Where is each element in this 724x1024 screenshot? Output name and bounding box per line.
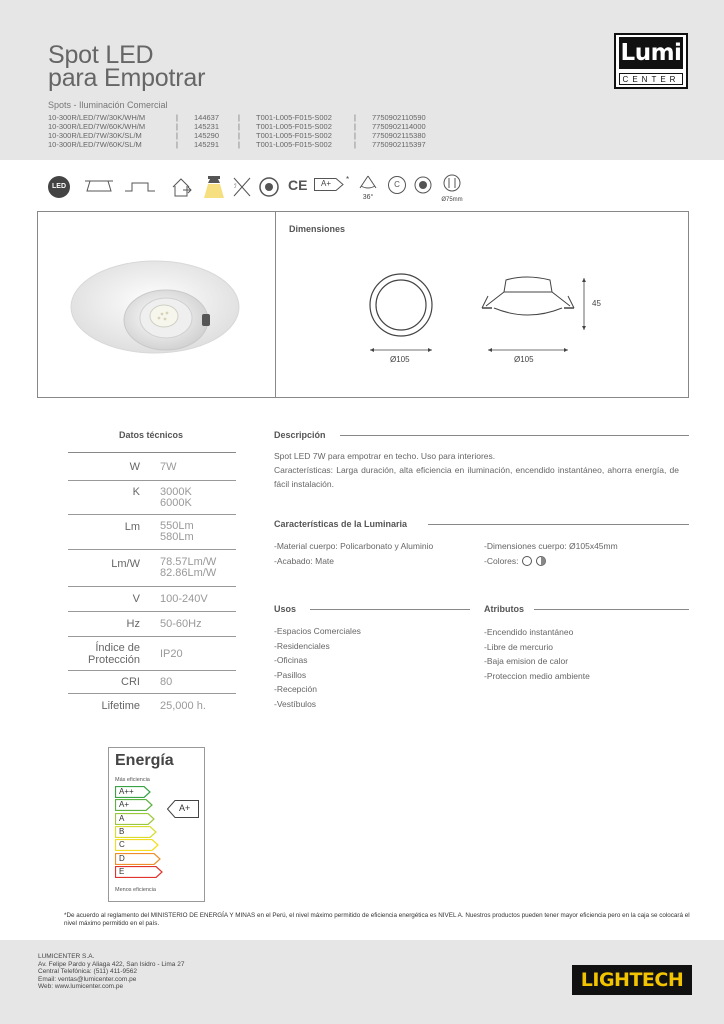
led-icon: LED	[48, 176, 70, 198]
tech-row	[68, 587, 236, 612]
dimensions-title: Dimensiones	[289, 224, 346, 234]
energy-class-label: A++	[119, 787, 134, 796]
tech-row	[68, 550, 236, 587]
ce-mark-icon: CE	[288, 177, 308, 193]
tech-value: 3000K 6000K	[160, 485, 192, 509]
list-item: -Vestíbulos	[274, 698, 317, 709]
tech-value: 550Lm 580Lm	[160, 520, 194, 543]
tech-key: Lm	[124, 521, 140, 533]
tech-value: 7W	[160, 460, 177, 473]
ean-code: 7750902110590	[372, 113, 426, 122]
tech-row	[68, 515, 236, 550]
separator: |	[238, 131, 240, 140]
code-row	[48, 122, 426, 131]
tech-key: Índice de Protección	[88, 641, 140, 666]
description-title: Descripción	[274, 430, 326, 440]
product-image	[38, 212, 274, 398]
indoor-use-icon	[170, 176, 194, 203]
energy-class-label: A	[119, 813, 125, 823]
no-dimmable-icon	[232, 176, 252, 203]
separator: |	[176, 113, 178, 122]
list-item: -Residenciales	[274, 640, 330, 651]
company-web: Web: www.lumicenter.com.pe	[38, 983, 124, 990]
energy-more-efficiency: Más eficiencia	[115, 777, 150, 783]
product-id: 145290	[194, 131, 220, 140]
tech-row	[68, 637, 236, 671]
box-divider	[275, 212, 276, 398]
footnote: *De acuerdo al reglamento del MINISTERIO DE ENERGÍA Y MINAS en el Perú, el nivel máximo permitido de eficiencia energética es NIVEL A. Nuestros productos pueden tener mayor eficiencia pero en la caja se colocará el nivel máximo permitido en el país.	[64, 912, 690, 927]
recessed-ceiling-icon	[84, 178, 114, 199]
description-text	[274, 449, 679, 491]
ik-rating-icon	[258, 176, 280, 203]
separator: |	[176, 131, 178, 140]
energy-class-label: D	[119, 853, 125, 863]
feature-icons-row	[48, 172, 478, 206]
energy-class-bar	[115, 853, 159, 865]
separator: |	[354, 140, 356, 149]
description-line: Características: Larga duración, alta eficiencia en iluminación, encendido instantáneo, ahorra energía, de fácil instalación.	[274, 465, 679, 489]
energy-class-bar	[115, 799, 151, 811]
ean-code: 7750902114000	[372, 122, 426, 131]
characteristics-title: Características de la Luminaria	[274, 519, 408, 529]
tech-data-title: Datos técnicos	[119, 430, 184, 440]
finish-color-icon	[414, 176, 432, 199]
atributos-rule	[534, 609, 689, 610]
reference-code: T001-L005-F015-S002	[256, 131, 332, 140]
energy-class-bar	[115, 826, 155, 838]
tech-key: K	[132, 486, 140, 498]
page-subtitle: Spots - Iluminación Comercial	[48, 100, 168, 110]
atributos-title: Atributos	[484, 604, 524, 614]
code-row	[48, 131, 426, 140]
separator: |	[176, 140, 178, 149]
reference-code: T001-L005-F015-S002	[256, 122, 332, 131]
product-id: 145291	[194, 140, 220, 149]
energy-label	[108, 747, 205, 902]
list-item: -Encendido instantáneo	[484, 627, 574, 637]
company-contact	[38, 953, 184, 991]
separator: |	[238, 122, 240, 131]
color-swatches	[522, 555, 550, 567]
energy-class-label: E	[119, 866, 125, 876]
front-view-diagram	[352, 270, 462, 360]
svg-text:ℐ: ℐ	[234, 183, 237, 190]
list-item	[484, 554, 618, 569]
energy-rating-label: A+	[179, 803, 191, 813]
tech-row	[68, 671, 236, 694]
energy-class-bar	[115, 839, 157, 851]
energy-class-label: C	[119, 840, 125, 850]
characteristics-right	[484, 539, 618, 568]
model-code: 10-300R/LED/7W/60K/WH/M	[48, 122, 146, 131]
product-codes	[48, 113, 426, 149]
product-id: 145231	[194, 122, 220, 131]
tech-value: 78.57Lm/W 82.86Lm/W	[160, 556, 217, 579]
logo-center-text: CENTER	[619, 73, 683, 85]
tech-row	[68, 612, 236, 637]
beam-angle-icon	[354, 174, 382, 201]
list-item: -Proteccion medio ambiente	[484, 670, 590, 681]
side-diameter-label: Ø105	[514, 355, 534, 364]
separator: |	[176, 122, 178, 131]
lumicenter-logo	[614, 33, 688, 89]
energy-class-bar	[115, 813, 153, 825]
energy-class-label: B	[119, 826, 125, 836]
tech-row	[68, 481, 236, 515]
code-row	[48, 113, 426, 122]
usos-list	[274, 624, 361, 711]
side-view-diagram	[478, 270, 598, 360]
energy-title: Energía	[115, 752, 174, 769]
ceiling-mount-icon	[124, 178, 156, 199]
energy-class-bar	[115, 866, 161, 878]
company-name: LUMICENTER S.A.	[38, 953, 95, 960]
tech-value: 50-60Hz	[160, 618, 202, 630]
warm-light-icon	[202, 174, 226, 205]
tech-data-table	[68, 453, 236, 718]
list-item: -Acabado: Mate	[274, 555, 335, 566]
list-item: -Espacios Comerciales	[274, 626, 361, 636]
description-line: Spot LED 7W para empotrar en techo. Uso para interiores.	[274, 451, 496, 461]
energy-footnote-asterisk: *	[346, 175, 350, 184]
separator: |	[238, 113, 240, 122]
lightech-logo: LIGHTECH	[572, 965, 692, 995]
ean-code: 7750902115380	[372, 131, 426, 140]
list-item: -Recepción	[274, 684, 317, 694]
reference-code: T001-L005-F015-S002	[256, 140, 332, 149]
characteristics-left	[274, 539, 433, 568]
tech-row	[68, 453, 236, 481]
tech-key: V	[132, 593, 140, 605]
class-c-icon: C	[388, 176, 406, 194]
separator: |	[354, 122, 356, 131]
company-phone: Central Telefónica: (511) 411-9562	[38, 968, 138, 975]
logo-lumi-text: Lumi	[619, 37, 683, 69]
cut-out-icon	[440, 174, 464, 203]
energy-class-icon	[314, 178, 344, 191]
height-label: 45	[592, 299, 601, 308]
page-title: Spot LED para Empotrar	[48, 41, 206, 92]
tech-value: 80	[160, 676, 173, 688]
product-id: 144637	[194, 113, 220, 122]
ean-code: 7750902115397	[372, 140, 426, 149]
model-code: 10-300R/LED/7W/30K/SL/M	[48, 131, 142, 140]
model-code: 10-300R/LED/7W/30K/WH/M	[48, 113, 146, 122]
tech-value: IP20	[160, 647, 183, 660]
energy-rating-arrow	[167, 800, 199, 818]
tech-row	[68, 694, 236, 718]
atributos-list	[484, 625, 590, 683]
description-rule	[340, 435, 689, 436]
beam-angle-label: 36°	[362, 194, 374, 201]
list-item: -Libre de mercurio	[484, 641, 553, 652]
energy-class-label: A+	[321, 179, 332, 188]
tech-value: 100-240V	[160, 593, 208, 605]
tech-value: 25,000 h.	[160, 700, 206, 712]
code-row	[48, 140, 426, 149]
list-item: -Material cuerpo: Policarbonato y Aluminio	[274, 541, 434, 551]
tech-key: W	[129, 460, 140, 473]
usos-title: Usos	[274, 604, 297, 614]
energy-class-label: A+	[119, 800, 130, 810]
company-address: Av. Felipe Pardo y Aliaga 422, San Isidro - Lima 27	[38, 960, 185, 968]
tech-key: Lm/W	[111, 558, 140, 570]
company-email: Email: ventas@lumicenter.com.pe	[38, 975, 137, 983]
colors-label: -Colores:	[484, 555, 519, 566]
cut-out-label: Ø75mm	[441, 197, 463, 203]
usos-rule	[310, 609, 470, 610]
tech-key: CRI	[121, 676, 140, 688]
list-item: -Dimensiones cuerpo: Ø105x45mm	[484, 541, 618, 551]
reference-code: T001-L005-F015-S002	[256, 113, 332, 122]
separator: |	[354, 113, 356, 122]
list-item: -Baja emision de calor	[484, 656, 569, 666]
separator: |	[238, 140, 240, 149]
energy-class-bar	[115, 786, 149, 798]
model-code: 10-300R/LED/7W/60K/SL/M	[48, 140, 142, 149]
separator: |	[354, 131, 356, 140]
tech-key: Hz	[126, 618, 140, 630]
list-item: -Oficinas	[274, 655, 308, 665]
list-item: -Pasillos	[274, 669, 307, 680]
characteristics-rule	[428, 524, 689, 525]
front-diameter-label: Ø105	[390, 355, 410, 364]
energy-less-efficiency: Menos eficiencia	[115, 887, 156, 893]
tech-key: Lifetime	[101, 700, 140, 712]
